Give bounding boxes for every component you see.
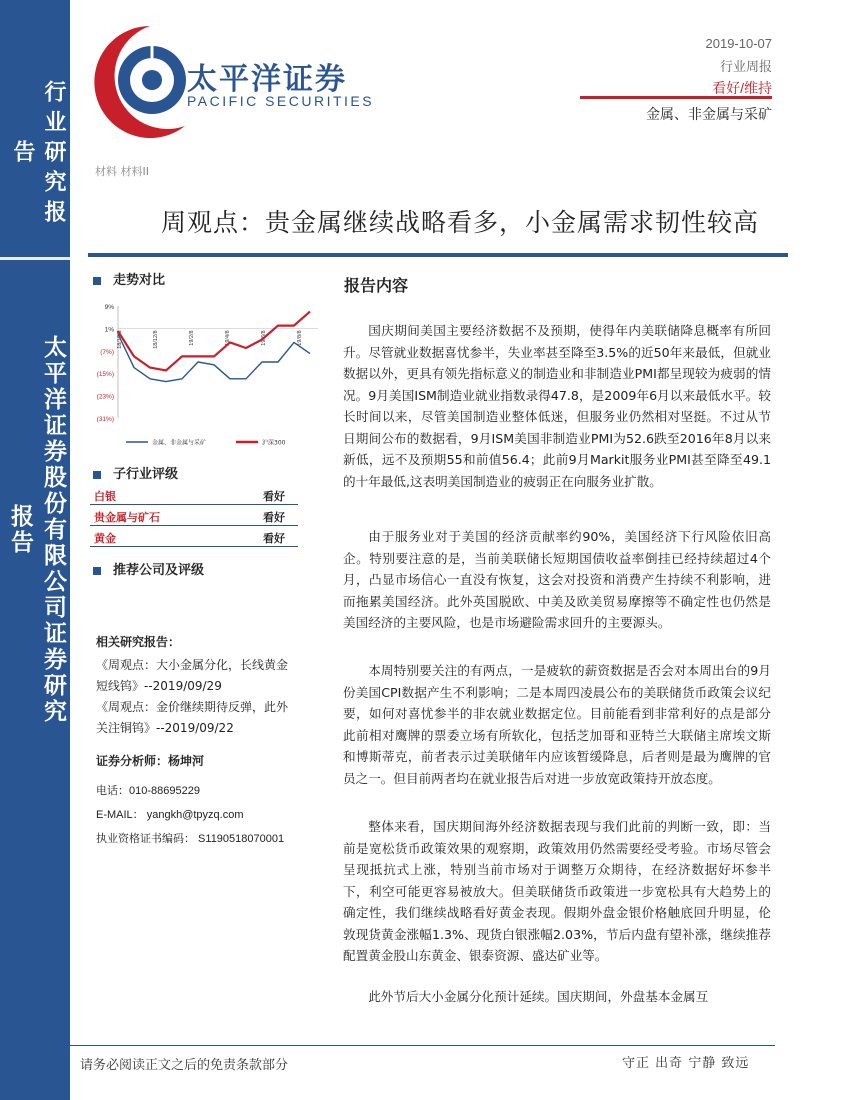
- brand-name-en: PACIFIC SECURITIES: [187, 93, 375, 109]
- trend-heading: [93, 269, 165, 288]
- sub-industry-rating: 看好: [263, 532, 285, 545]
- legend-label: 沪深300: [262, 439, 286, 447]
- sidebar-divider: [0, 257, 70, 260]
- report-content-heading: 报告内容: [344, 276, 409, 295]
- y-tick-label: (31%): [96, 416, 114, 423]
- breadcrumb: 材料 材料II: [95, 165, 149, 178]
- sub-industry-name: 白银: [94, 490, 116, 503]
- related-report-link[interactable]: 《周观点：大小金属分化，长线黄金短线钨》--2019/09/29: [96, 658, 289, 693]
- body-paragraph: 此外节后大小金属分化预计延续。国庆期间，外盘基本金属互: [368, 989, 709, 1004]
- brand-name-cn: 太平洋证券: [187, 62, 347, 97]
- legend-label: 金属、非金属与采矿: [152, 439, 207, 447]
- sub-industry-ratings-table: [90, 484, 298, 547]
- body-paragraph: 国庆期间美国主要经济数据不及预期，使得年内美联储降息概率有所回升。尽管就业数据喜忧参半，失业率甚至降至3.5%的近50年来最低，但就业数据以外，更具有领先指标意义的制造业和非制造业PMI都呈现较为疲弱的情况。9月美国ISM制造业就业指数录得47.8，是2009年6月以来最低水平。较长时间以来，尽管美国制造业整体低迷，但服务业仍然相对坚挺。不过从节日期间公布的数据看，9月ISM美国非制造业PMI为52.6跌至2016年8月以来新低，远不及预期55和前值56.4；此前9月Markit服务业PMI甚至降至49.1的十年最低,这表明美国制造业的疲弱正在向服务业扩散。: [343, 323, 771, 489]
- sector-name: 金属、非金属与采矿: [646, 106, 772, 122]
- series-line: [118, 312, 310, 371]
- table-row: [90, 484, 298, 505]
- sub-industry-rating: 看好: [263, 511, 285, 524]
- analyst-cert-number: 执业资格证书编码： S1190518070001: [96, 833, 285, 845]
- body-paragraph: 由于服务业对于美国的经济贡献率约90%，美国经济下行风险依旧高企。特别要注意的是，当前美联储长短期国债收益率倒挂已经持续超过4个月，凸显市场信心一直没有恢复，这会对投资和消费产生持续不利影响，进而拖累美国经济。此外英国脱欧、中美及欧美贸易摩擦等不确定性也仍然是美国经济的主要风险，也是市场避险需求回升的主要源头。: [343, 529, 771, 630]
- sidebar-label-company: 太平洋证券股份有限公司证券研究报告: [7, 335, 67, 725]
- y-tick-label: (23%): [96, 393, 114, 401]
- analyst-phone: 电话：010-88695229: [96, 785, 200, 797]
- table-row: [90, 526, 298, 547]
- report-date: 2019-10-07: [705, 36, 772, 51]
- related-report-link[interactable]: 《周观点：金价继续期待反弹，此外关注铜钨》--2019/09/22: [96, 700, 289, 735]
- x-tick-label: 18/12/8: [153, 330, 159, 349]
- sub-industry-heading: [93, 463, 178, 482]
- header-red-rule: [580, 96, 772, 99]
- sub-industry-rating: 看好: [263, 490, 285, 503]
- x-tick-label: 19/2/8: [189, 330, 195, 346]
- footer-motto: 守正 出奇 宁静 致远: [622, 1056, 750, 1071]
- page-title: 周观点：贵金属继续战略看多，小金属需求韧性较高: [160, 208, 759, 237]
- analyst-email[interactable]: E-MAIL： yangkh@tpyzq.com: [96, 809, 244, 821]
- trend-heading-text: 走势对比: [113, 273, 166, 288]
- y-tick-label: 9%: [104, 304, 114, 311]
- recommended-heading: [93, 559, 204, 578]
- title-rule: [88, 253, 788, 257]
- y-tick-label: (15%): [96, 371, 114, 379]
- sub-industry-heading-text: 子行业评级: [113, 467, 179, 482]
- body-paragraph: 本周特别要关注的有两点，一是疲软的薪资数据是否会对本周出台的9月份美国CPI数据产生不利影响；二是本周四凌晨公布的美联储货币政策会议纪要，如何对喜忧参半的非农就业数据定位。目前能看到非常利好的点是部分此前相对鹰牌的票委立场有所软化，包括芝加哥和亚特兰大联储主席埃文斯和博斯蒂克，前者表示过美联储年内应该暂缓降息，后者则是最为鹰牌的官员之一。但目前两者均在就业报告后对进一步放宽政策持开放态度。: [343, 663, 771, 786]
- x-tick-label: 19/4/8: [225, 330, 231, 346]
- table-row: [90, 505, 298, 526]
- related-reports-heading: 相关研究报告：: [96, 635, 181, 649]
- industry-rating: 看好/维持: [712, 80, 772, 96]
- sub-industry-name: 黄金: [94, 532, 116, 545]
- x-tick-label: 19/6/8: [261, 330, 267, 346]
- sidebar-label-industry-research: 行业研究报告: [10, 80, 67, 230]
- analyst-name: 证券分析师：杨坤河: [96, 754, 205, 768]
- series-line: [118, 334, 310, 382]
- x-tick-label: 18/10/8: [117, 330, 123, 349]
- trend-comparison-chart: [90, 296, 325, 456]
- body-paragraph: 整体来看，国庆期间海外经济数据表现与我们此前的判断一致，即：当前是宽松货币政策效果的观察期，政策效用仍然需要经受考验。市场尽管会呈现抵抗式上涨，特别当前市场对于调整万众期待，在经济数据好坏参半下，利空可能更容易被放大。但美联储货币政策进一步宽松具有大趋势上的确定性，我们继续战略看好黄金表现。假期外盘金银价格触底回升明显，伦敦现货黄金涨幅1.3%、现货白银涨幅2.03%，节后内盘有望补涨，继续推荐配置黄金股山东黄金、银泰资源、盛达矿业等。: [343, 819, 771, 963]
- recommended-heading-text: 推荐公司及评级: [113, 563, 205, 578]
- footer-disclaimer: 请务必阅读正文之后的免责条款部分: [80, 1058, 289, 1073]
- bullet-square-icon: [93, 567, 101, 575]
- x-tick-label: 19/8/8: [297, 330, 303, 346]
- sub-industry-name: 贵金属与矿石: [94, 511, 160, 524]
- y-tick-label: (7%): [100, 348, 114, 356]
- bullet-square-icon: [93, 277, 101, 285]
- y-tick-label: 1%: [104, 326, 114, 334]
- bullet-square-icon: [93, 471, 101, 479]
- left-sidebar: [0, 0, 70, 1100]
- report-type: 行业周报: [719, 59, 772, 74]
- footer-rule: [70, 1045, 775, 1046]
